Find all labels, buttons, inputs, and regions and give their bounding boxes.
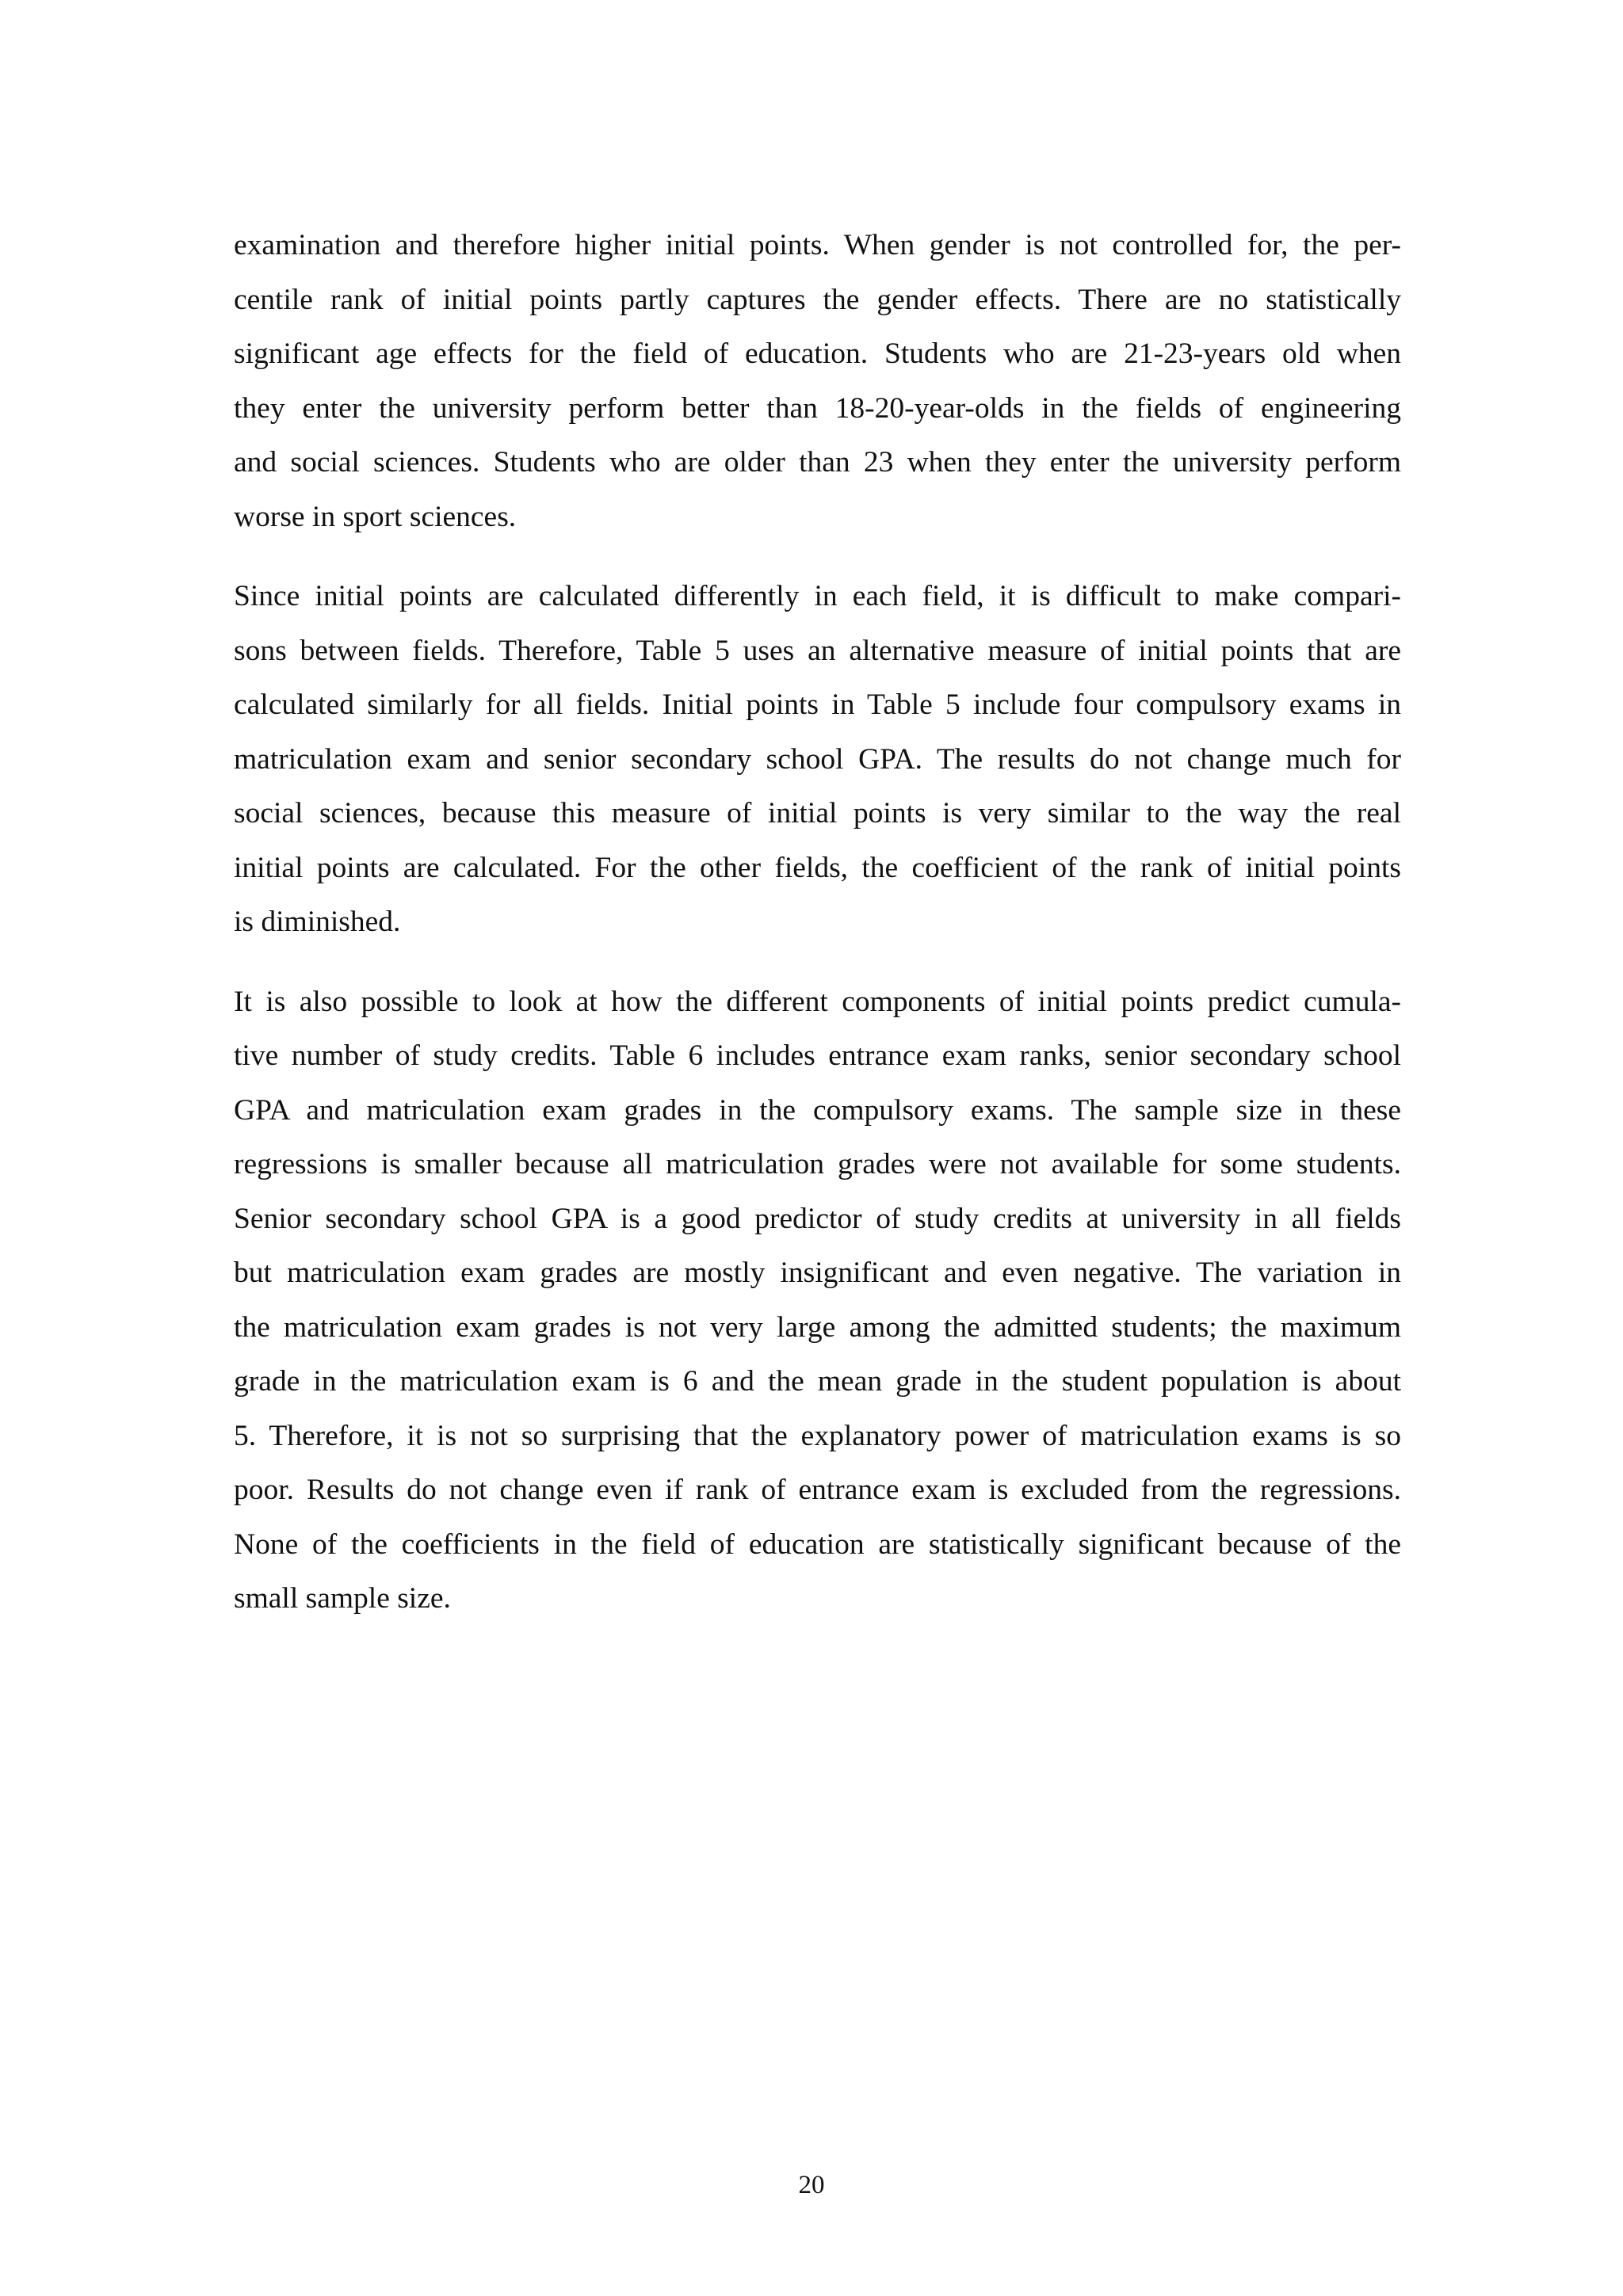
text-line: 5. Therefore, it is not so surprising that the explanatory power of matriculation exams is so: [234, 1419, 1401, 1452]
text-line: centile rank of initial points partly captures the gender effects. There are no statistically: [234, 283, 1401, 316]
text-line: small sample size.: [234, 1582, 451, 1615]
text-line: matriculation exam and senior secondary school GPA. The results do not change much for: [234, 742, 1401, 776]
text-line: initial points are calculated. For the other fields, the coefficient of the rank of initial points: [234, 851, 1401, 884]
text-line: social sciences, because this measure of initial points is very similar to the way the real: [234, 797, 1401, 830]
text-line: but matriculation exam grades are mostly insignificant and even negative. The variation in: [234, 1257, 1401, 1289]
text-line: GPA and matriculation exam grades in the compulsory exams. The sample size in these: [234, 1093, 1401, 1127]
text-line: tive number of study credits. Table 6 includes entrance exam ranks, senior secondary school: [234, 1039, 1401, 1072]
text-line: calculated similarly for all fields. Initial points in Table 5 include four compulsory exams in: [234, 688, 1401, 721]
text-line: significant age effects for the field of education. Students who are 21-23-years old when: [234, 338, 1401, 370]
text-line: examination and therefore higher initial points. When gender is not controlled for, the per-: [234, 229, 1401, 261]
text-line: It is also possible to look at how the different components of initial points predict cumula-: [234, 985, 1401, 1018]
page-number: 20: [798, 2171, 825, 2199]
text-line: worse in sport sciences.: [234, 500, 517, 533]
paragraph-3: [234, 975, 1401, 1627]
text-line: poor. Results do not change even if rank of entrance exam is excluded from the regressions.: [234, 1474, 1401, 1506]
text-line: regressions is smaller because all matriculation grades were not available for some students.: [234, 1148, 1401, 1180]
text-line: they enter the university perform better than 18-20-year-olds in the fields of engineering: [234, 391, 1401, 425]
body-text: [234, 219, 1401, 1652]
text-line: Since initial points are calculated differently in each field, it is difficult to make compari-: [234, 580, 1401, 612]
text-line: None of the coefficients in the field of education are statistically significant because of the: [234, 1527, 1401, 1561]
text-line: sons between fields. Therefore, Table 5 uses an alternative measure of initial points that are: [234, 634, 1401, 667]
text-line: and social sciences. Students who are older than 23 when they enter the university perform: [234, 446, 1401, 479]
text-line: is diminished.: [234, 906, 401, 938]
text-line: grade in the matriculation exam is 6 and the mean grade in the student population is about: [234, 1365, 1401, 1398]
text-line: Senior secondary school GPA is a good predictor of study credits at university in all fields: [234, 1202, 1401, 1235]
paragraph-1: [234, 219, 1401, 544]
text-line: the matriculation exam grades is not very large among the admitted students; the maximum: [234, 1310, 1401, 1344]
paragraph-2: [234, 570, 1401, 950]
